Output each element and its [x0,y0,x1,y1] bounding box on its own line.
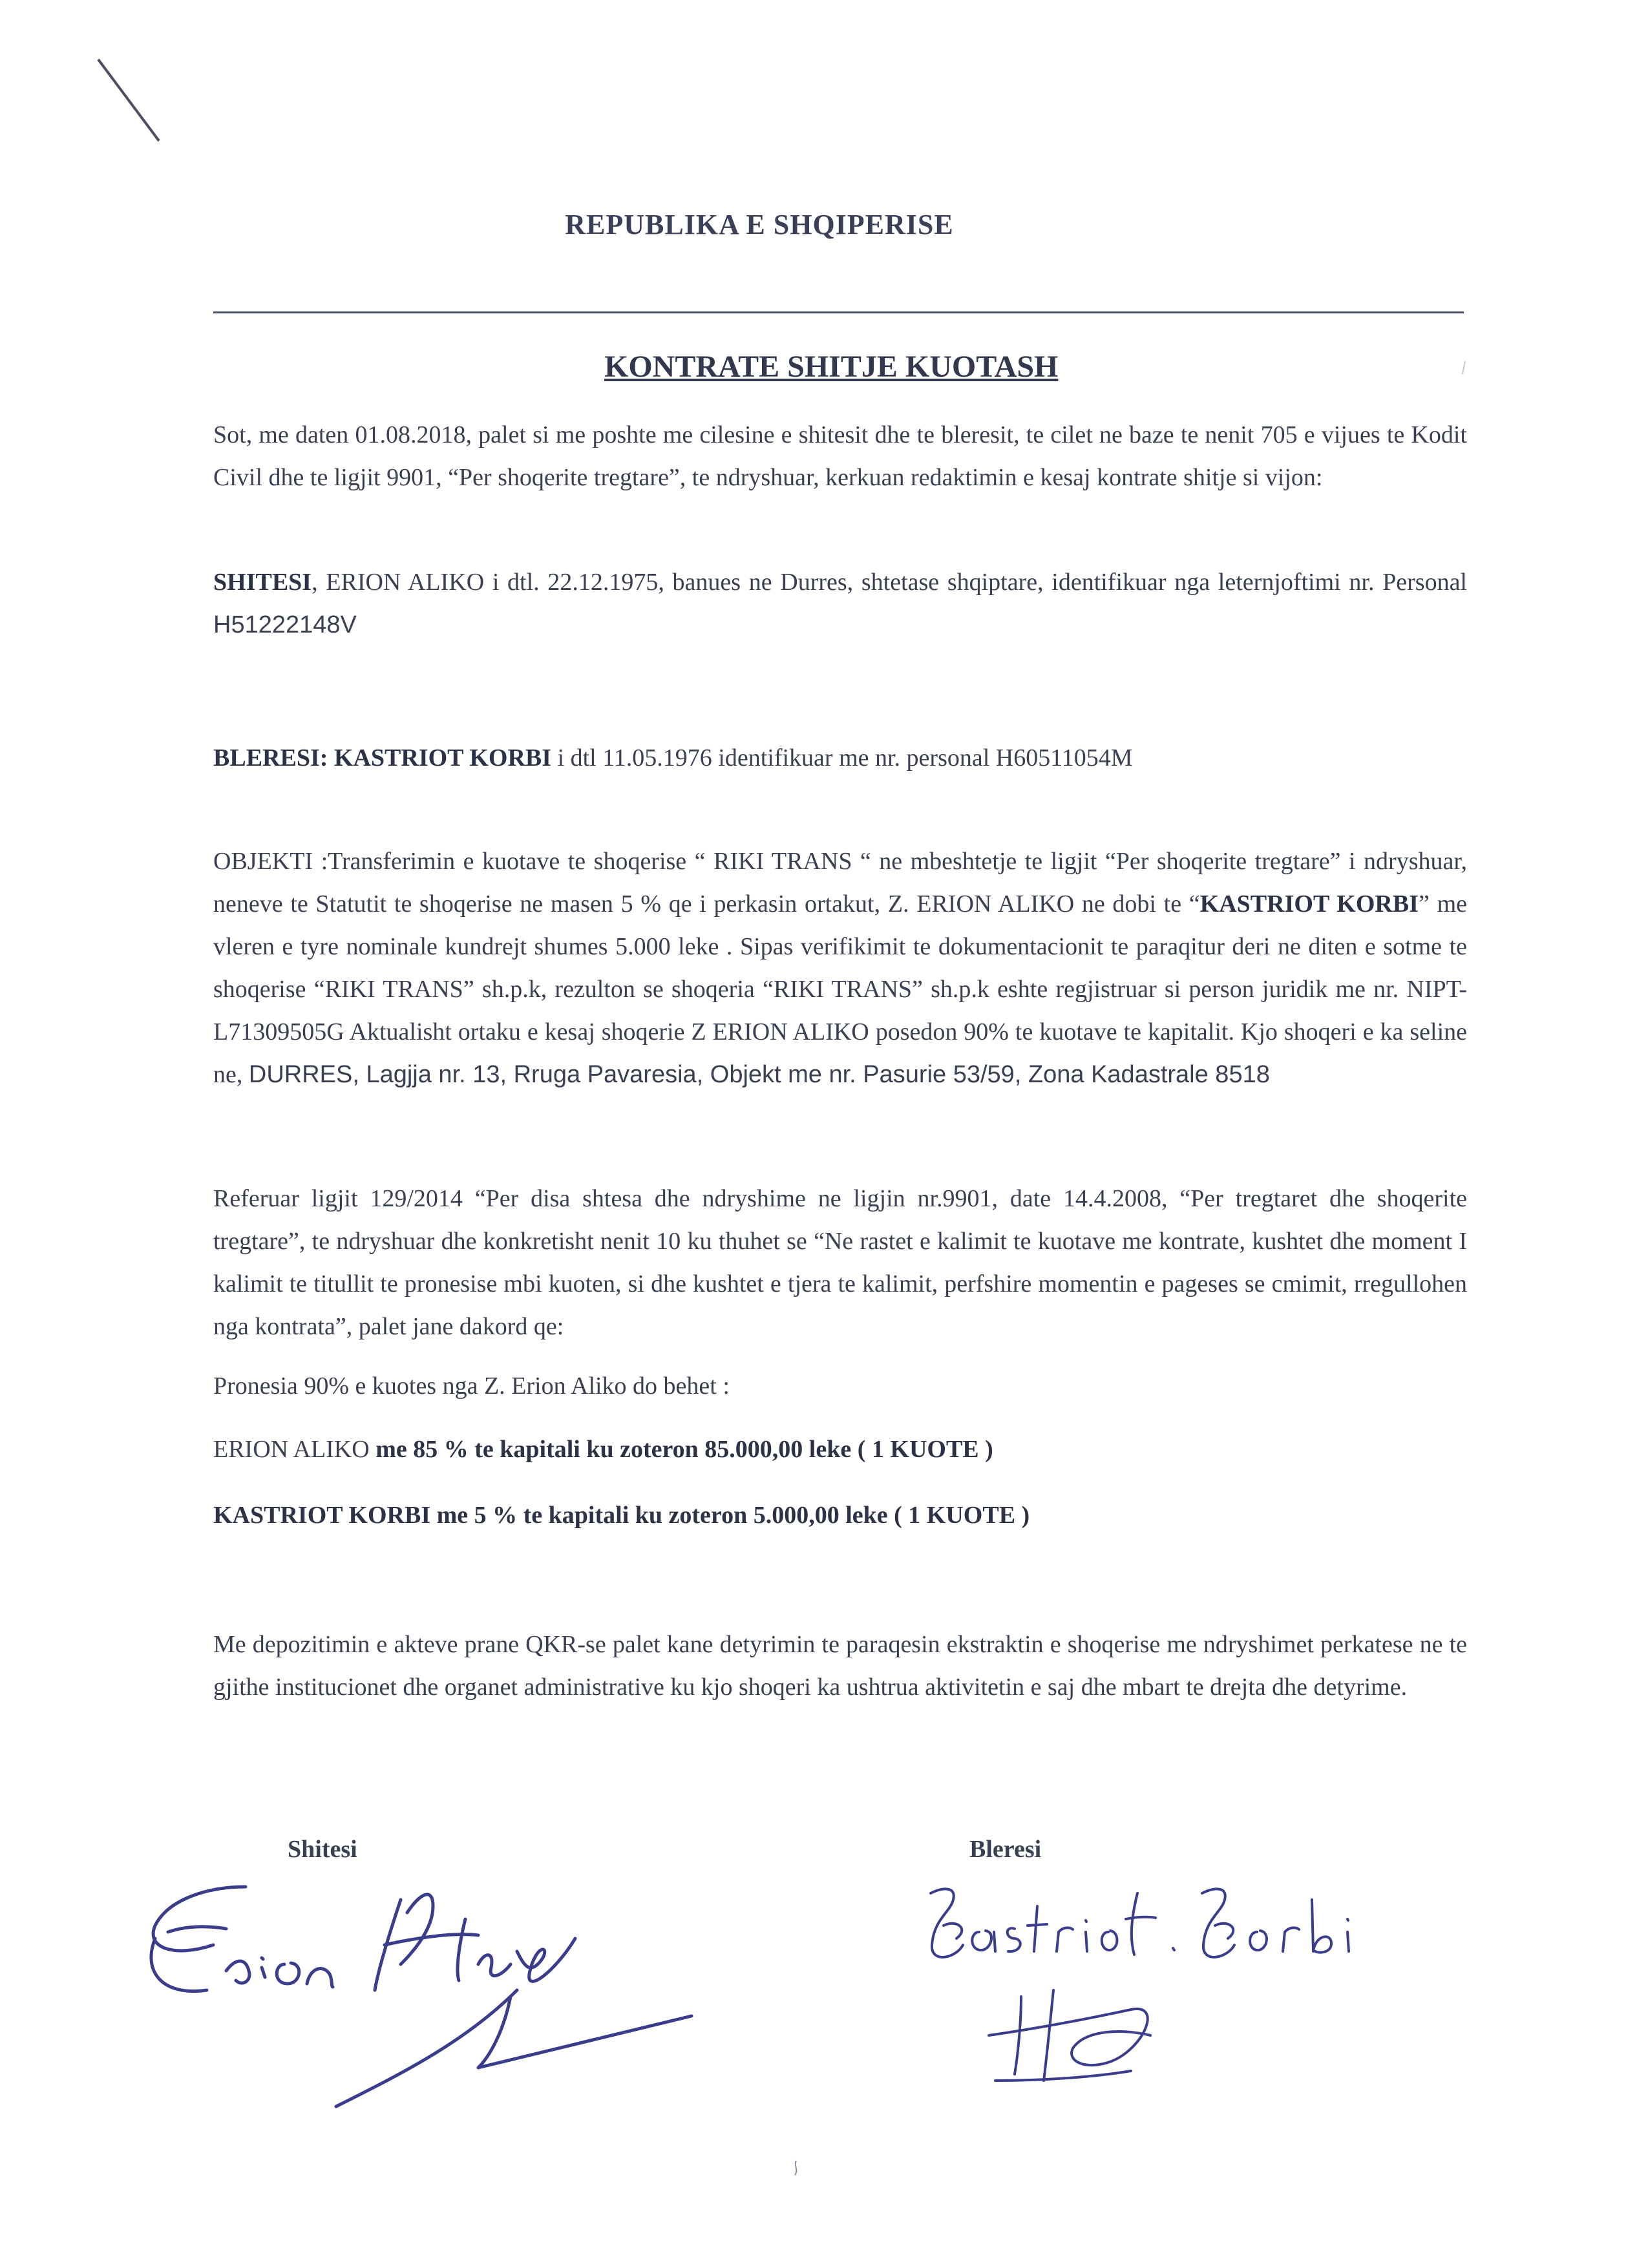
seller-share-name: ERION ALIKO [213,1436,376,1463]
seller-details: , ERION ALIKO i dtl. 22.12.1975, banues ne Durres, shtetase shqiptare, identifikuar nga leternjoftimi nr. Personal [312,569,1467,596]
company-address: DURRES, Lagjja nr. 13, Rruga Pavaresia, Objekt me nr. Pasurie 53/59, Zona Kadastrale 8518 [248,1061,1270,1088]
intro-paragraph: Sot, me daten 01.08.2018, palet si me poshte me cilesine e shitesit dhe te bleresit, te cilet ne baze te nenit 705 e vijues te Kodit Civil dhe te ligjit 9901, “Per shoqerite tregtare”, te ndryshuar, kerkuan redaktimin e kesaj kontrate shitje si vijon: [213,421,1467,491]
seller-share-line [213,1428,1467,1471]
deposit-paragraph: Me depozitimin e akteve prane QKR-se palet kane detyrimin te paraqesin ekstraktin e shoqerise me ndryshimet perkatese ne te gjithe institucionet dhe organet administrative ku kjo shoqeri ka ushtrua aktivitetin e saj dhe mbart te drejta dhe detyrime. [213,1631,1467,1701]
reference-paragraph: Referuar ligjit 129/2014 “Per disa shtesa dhe ndryshime ne ligjin nr.9901, date 14.4.2008, “Per tregtaret dhe shoqerite tregtare”, te ndryshuar dhe konkretisht nenit 10 ku thuhet se “Ne rastet e kalimit te kuotave me kontrate, kushtet dhe moment I kalimit te titullit te pronesise mbi kuoten, si dhe kushtet e tjera te kalimit, perfshire momentin e pageses se cmimit, rregullohen nga kontrata”, palet jane dakord qe: [213,1185,1467,1340]
buyer-name: : KASTRIOT KORBI [319,744,552,772]
header-divider [213,311,1464,313]
seller-paragraph [213,561,1467,646]
buyer-signature-label: Bleresi [969,1836,1042,1863]
pen-stroke-mark [96,57,167,147]
ownership-paragraph: Pronesia 90% e kuotes nga Z. Erion Aliko do behet : [213,1372,730,1400]
scan-speck [1457,359,1470,378]
buyer-paragraph [213,737,1467,779]
contract-title: KONTRATE SHITJE KUOTASH [604,350,1059,384]
buyer-signature [918,1867,1422,2113]
buyer-details: i dtl 11.05.1976 identifikuar me nr. personal H60511054M [551,744,1133,772]
seller-signature [129,1861,711,2119]
buyer-label: BLERESI [213,744,320,772]
buyer-share-line [213,1494,1467,1537]
buyer-share-terms: KASTRIOT KORBI me 5 % te kapitali ku zoteron 5.000,00 leke ( 1 KUOTE ) [213,1502,1030,1529]
seller-share-terms: me 85 % te kapitali ku zoteron 85.000,00 leke ( 1 KUOTE ) [375,1436,993,1463]
country-header: REPUBLIKA E SHQIPERISE [565,209,954,240]
seller-personal-id: H51222148V [213,611,357,638]
seller-signature-label: Shitesi [288,1836,357,1863]
object-paragraph [213,840,1467,1096]
object-text-a: OBJEKTI :Transferimin e kuotave te shoqerise “ RIKI TRANS “ ne mbeshtetje te ligjit “Per shoqerite tregtare” i ndryshuar, neneve te Statutit te shoqerise ne masen 5 % qe i perkasin ortakut, Z. ERION ALIKO ne dobi te “ [213,848,1467,918]
object-text-b: ” me vleren e tyre nominale kundrejt shumes 5.000 leke . Sipas verifikimit te dokumentacionit te paraqitur deri ne diten e sotme te shoqerise “RIKI TRANS” sh.p.k, rezulton se shoqeria “RIKI TRANS” sh.p.k eshte regjistruar si person juridik me nr. NIPT-L71309505G Aktualisht ortaku e kesaj shoqerie Z ERION ALIKO posedon 90% te kuotave te kapitalit. Kjo shoqeri e ka seline ne, [213,890,1467,1088]
seller-label: SHITESI [213,569,312,596]
object-buyer-name: KASTRIOT KORBI [1199,890,1419,918]
scan-speck [790,2158,803,2178]
